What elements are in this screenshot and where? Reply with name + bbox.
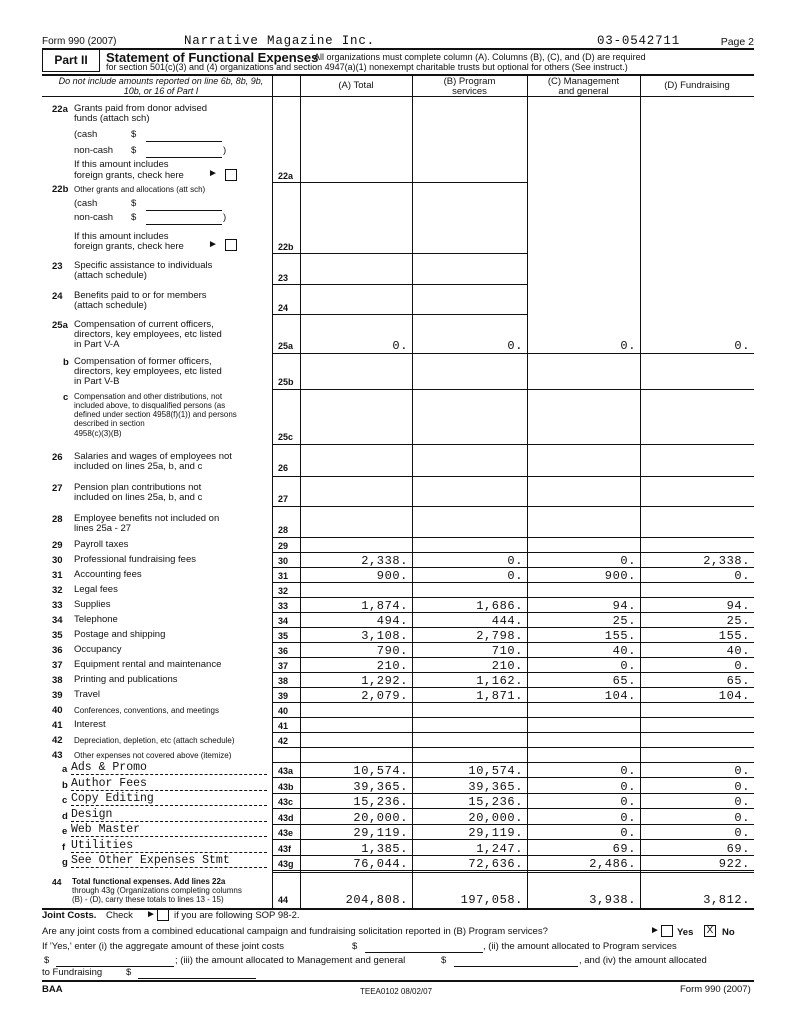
value-d: 0.: [734, 764, 750, 778]
value-c: 104.: [604, 689, 636, 703]
column-d-header: (D) Fundraising: [664, 80, 730, 91]
row-label: Equipment rental and maintenance: [74, 659, 222, 670]
value-a: 76,044.: [353, 857, 408, 871]
line-number: 35: [52, 630, 63, 641]
line-box: 33: [278, 601, 289, 611]
row-label: Author Fees: [71, 776, 147, 790]
value-a: 1,292.: [361, 674, 408, 688]
col-divider: [640, 74, 641, 908]
value-a: 1,874.: [361, 599, 408, 613]
foreign-grants-checkbox-22b[interactable]: [225, 239, 237, 251]
value-c: 25.: [612, 614, 636, 628]
line-box: 36: [278, 646, 289, 656]
value-c: 155.: [604, 629, 636, 643]
header-bottom-rule: [42, 96, 754, 97]
value-a: 494.: [376, 614, 408, 628]
line-number: 37: [52, 660, 63, 671]
row-label: Depreciation, depletion, etc (attach schedule): [74, 736, 235, 745]
row-label: Professional fundraising fees: [74, 554, 196, 565]
line-box: 34: [278, 616, 289, 626]
line-number: 39: [52, 690, 63, 701]
row-letter: f: [62, 841, 66, 853]
value-b: 20,000.: [468, 810, 523, 825]
line-number: 36: [52, 645, 63, 656]
row-label: See Other Expenses Stmt: [71, 854, 230, 867]
value-b: 29,119.: [468, 826, 523, 840]
baa-label: BAA: [42, 984, 63, 995]
value-a: 10,574.: [353, 764, 408, 778]
row-label: Ads & Promo: [71, 761, 147, 774]
row-label: Web Master: [71, 823, 141, 836]
line-box: 43g: [278, 859, 294, 869]
value-a: 20,000.: [353, 810, 408, 825]
column-c-header: (C) Management: [547, 76, 620, 87]
value-c: 0.: [620, 810, 636, 825]
line-number: 32: [52, 585, 63, 596]
line-number: 30: [52, 555, 63, 566]
value-c: 0.: [620, 826, 636, 840]
line-box: 43a: [278, 766, 294, 776]
value-d: 922.: [718, 857, 750, 871]
row-letter: c: [62, 795, 68, 806]
value-c: 0.: [620, 764, 636, 778]
line-box: 43b: [278, 781, 294, 792]
value-b: 39,365.: [468, 779, 523, 794]
value-a: 2,338.: [361, 554, 408, 568]
line-box: 37: [278, 661, 289, 671]
line-number: 33: [52, 600, 63, 611]
line-box: 42: [278, 736, 289, 746]
total-c: 3,938.: [589, 893, 636, 907]
form-label: Form 990 (2007): [42, 36, 117, 47]
value-c: 0.: [620, 554, 636, 568]
value-c: 2,486.: [589, 857, 636, 871]
row-letter: e: [62, 826, 68, 837]
value-b: 2,798.: [476, 629, 523, 643]
row-letter: d: [62, 810, 68, 822]
row-letter: b: [62, 779, 68, 791]
line-number: 38: [52, 675, 63, 686]
line-box: 30: [278, 556, 289, 566]
form-code: TEEA0102 08/02/07: [360, 987, 433, 996]
column-b-header: (B) Program: [443, 76, 496, 87]
value-b: 0.: [507, 554, 523, 568]
line-number: 31: [52, 570, 63, 581]
row-label: Interest: [74, 719, 106, 730]
total-b: 197,058.: [460, 893, 523, 907]
line-number: 34: [52, 615, 63, 626]
row-label: Accounting fees: [74, 569, 142, 580]
row-letter: g: [62, 857, 68, 868]
value-b: 1,247.: [476, 841, 523, 856]
line-box: 32: [278, 586, 289, 596]
row-label: Travel: [74, 689, 101, 700]
value-d: 69.: [726, 841, 750, 856]
line-number: 41: [52, 720, 63, 731]
value-b: 710.: [491, 644, 523, 658]
value-b: 10,574.: [468, 764, 523, 778]
line-box: 35: [278, 631, 289, 641]
value-a: 15,236.: [353, 795, 408, 809]
value-a: 900.: [376, 569, 408, 583]
footer-rule: [42, 980, 754, 982]
joint-costs-no-checkbox[interactable]: X: [704, 925, 716, 937]
value-a: 1,385.: [361, 841, 408, 856]
value-d: 0.: [734, 659, 750, 673]
line-box: 43e: [278, 828, 294, 838]
row-label: Occupancy: [74, 644, 122, 655]
row-label: Supplies: [74, 599, 111, 610]
value-b: 15,236.: [468, 795, 523, 809]
total-d: 3,812.: [703, 893, 750, 907]
row-label: Telephone: [74, 614, 118, 625]
sop-98-2-checkbox[interactable]: [157, 909, 169, 921]
value-a: 2,079.: [361, 689, 408, 703]
page-number: Page 2: [720, 36, 754, 48]
part-note-2: for section 501(c)(3) and (4) organizations and section 4947(a)(1) nonexempt charitable trusts but optional for others (See instruct.): [106, 62, 628, 72]
value-c: 900.: [604, 569, 636, 583]
line-box: 43f: [278, 843, 292, 854]
value-b: 444.: [491, 614, 523, 628]
part-title: Statement of Functional Expenses: [106, 50, 319, 65]
joint-costs-yes-checkbox[interactable]: [661, 925, 673, 937]
arrow-icon: ►: [208, 168, 218, 179]
value-d: 25.: [726, 614, 750, 628]
row-label: Design: [71, 807, 113, 821]
row-letter: a: [62, 764, 68, 775]
line-box: 38: [278, 676, 289, 686]
value-a: 790.: [376, 644, 408, 658]
line-number: 40: [52, 705, 63, 716]
value-b: 1,871.: [476, 689, 523, 703]
value-d: 94.: [726, 599, 750, 613]
value-d: 65.: [726, 674, 750, 688]
value-c: 0.: [620, 659, 636, 673]
line-box: 43d: [278, 812, 294, 823]
row-label: Other expenses not covered above (itemize): [74, 751, 232, 760]
line-number: 43: [52, 750, 63, 761]
col-divider: [527, 74, 528, 908]
line-box: 43c: [278, 797, 294, 807]
value-c: 40.: [612, 644, 636, 658]
value-d: 0.: [734, 779, 750, 794]
col-divider: [412, 74, 413, 908]
form-header: [42, 34, 754, 48]
value-d: 2,338.: [703, 554, 750, 568]
part-label: Part II: [42, 49, 100, 72]
row-label: Conferences, conventions, and meetings: [74, 706, 219, 715]
row-label: Copy Editing: [71, 792, 154, 805]
row-label: Printing and publications: [74, 674, 178, 685]
value-c: 0.: [620, 779, 636, 794]
row-label: Utilities: [71, 838, 134, 852]
form-footer: Form 990 (2007): [680, 984, 751, 995]
value-c: 94.: [612, 599, 636, 613]
line-box: 39: [278, 691, 289, 701]
row-label: Postage and shipping: [74, 629, 166, 640]
value-c: 65.: [612, 674, 636, 688]
ein: 03-0542711: [597, 34, 681, 48]
value-c: 69.: [612, 841, 636, 856]
part-note: All organizations must complete column (A). Columns (B), (C), and (D) are required: [314, 52, 646, 62]
value-d: 0.: [734, 826, 750, 840]
value-a: 210.: [376, 659, 408, 673]
column-a-header: (A) Total: [338, 80, 374, 91]
foreign-grants-checkbox-22a[interactable]: [225, 169, 237, 181]
value-a: 29,119.: [353, 826, 408, 840]
row-label: Payroll taxes: [74, 539, 129, 550]
column-b-header-2: services: [452, 86, 487, 97]
value-d: 0.: [734, 810, 750, 825]
col-divider: [272, 74, 273, 908]
column-hint: Do not include amounts reported on line 6b, 8b, 9b, 10b, or 16 of Part I: [58, 76, 264, 96]
arrow-icon: ►: [208, 239, 218, 250]
value-b: 1,686.: [476, 599, 523, 613]
value-b: 1,162.: [476, 674, 523, 688]
arrow-icon: ►: [146, 909, 156, 920]
row-label: Legal fees: [74, 584, 118, 595]
value-c: 0.: [620, 795, 636, 809]
organization-name: Narrative Magazine Inc.: [184, 34, 375, 48]
line-box: 41: [278, 721, 289, 731]
line-number: 42: [52, 735, 63, 746]
total-a: 204,808.: [345, 893, 408, 907]
value-d: 104.: [718, 689, 750, 703]
line-number: 29: [52, 540, 63, 551]
value-d: 0.: [734, 795, 750, 809]
arrow-icon: ►: [650, 925, 660, 936]
value-d: 0.: [734, 569, 750, 583]
part-header: [42, 49, 754, 72]
value-d: 155.: [718, 629, 750, 643]
value-a: 39,365.: [353, 779, 408, 794]
line-box: 29: [278, 541, 289, 551]
line-box: 31: [278, 571, 289, 581]
column-c-header-2: and general: [558, 86, 609, 97]
value-b: 0.: [507, 569, 523, 583]
value-a: 3,108.: [361, 629, 408, 643]
value-b: 210.: [491, 659, 523, 673]
line-box: 40: [278, 706, 289, 716]
value-b: 72,636.: [468, 857, 523, 871]
value-d: 40.: [726, 644, 750, 658]
